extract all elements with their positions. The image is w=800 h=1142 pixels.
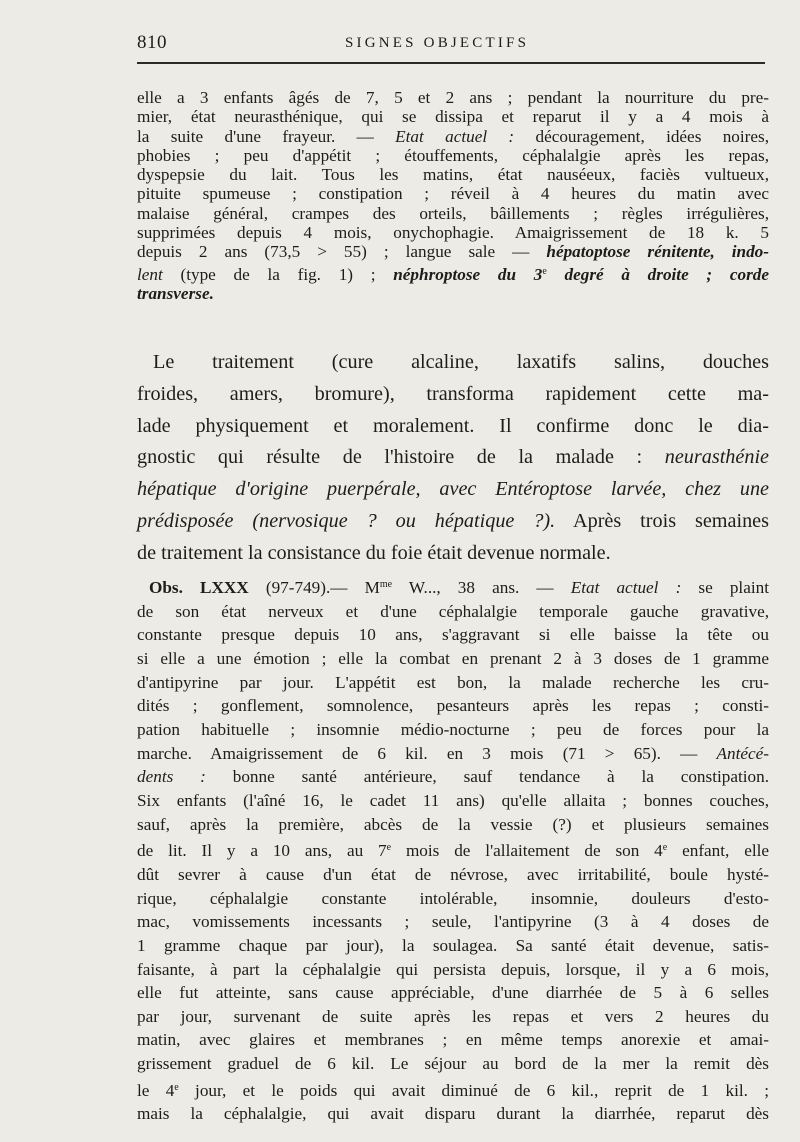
text-line: malaise général, crampes des orteils, bâillements ; règles irrégulières, xyxy=(137,203,769,223)
text-line: marche. Amaigrissement de 6 kil. en 3 mois (71 > 65). — Antécé- xyxy=(137,743,769,763)
text-line: rique, céphalalgie constante intolérable, insomnie, douleurs d'esto- xyxy=(137,888,769,908)
text-line: faisante, à part la céphalalgie qui persista depuis, lorsque, il y a 6 mois, xyxy=(137,959,769,979)
text-line: matin, avec glaires et membranes ; en même temps anorexie et amai- xyxy=(137,1030,769,1050)
text-line: mac, vomissements incessants ; seule, l'antipyrine (3 à 4 doses de xyxy=(137,912,769,932)
observation-heading-line: Obs. LXXX (97-749).— $M^{me}$ W..., 38 ans. — Etat actuel : se plaint xyxy=(149,578,769,597)
page-number: 810 xyxy=(137,32,167,53)
text-line: sauf, après la première, abcès de la vessie (?) et plusieurs semaines xyxy=(137,814,769,834)
text-line: 1 gramme chaque par jour), la soulagea. Sa santé était devenue, satis- xyxy=(137,935,769,955)
observation-paragraph xyxy=(137,573,769,1126)
text-line: prédisposée (nervosique ? ou hépatique ?). Après trois semaines xyxy=(137,509,769,532)
text-line: la suite d'une frayeur. — Etat actuel : découragement, idées noires, xyxy=(137,126,769,146)
text-line: elle fut atteinte, sans cause appréciable, d'une diarrhée de 5 à 6 selles xyxy=(137,983,769,1003)
text-line: lade physiquement et moralement. Il confirme donc le dia- xyxy=(137,414,769,437)
text-line: de lit. Il y a 10 ans, au 7e mois de l'allaitement de son 4e enfant, elle xyxy=(137,841,769,861)
text-line: si elle a une émotion ; elle la combat en prenant 2 à 3 doses de 1 gramme xyxy=(137,648,769,668)
text-line: Six enfants (l'aîné 16, le cadet 11 ans) qu'elle allaita ; bonnes couches, xyxy=(137,790,769,810)
text-line: constante presque depuis 10 ans, s'aggravant si elle baisse la tête ou xyxy=(137,625,769,645)
text-line: dités ; gonflement, somnolence, pesanteurs après les repas ; consti- xyxy=(137,696,769,716)
text-line: elle a 3 enfants âgés de 7, 5 et 2 ans ; pendant la nourriture du pre- xyxy=(137,88,769,107)
text-line: depuis 2 ans (73,5 > 55) ; langue sale — hépatoptose rénitente, indo- xyxy=(137,242,769,262)
text-line: pituite spumeuse ; constipation ; réveil à 4 heures du matin avec xyxy=(137,184,769,204)
text-line: de traitement la consistance du foie était devenue normale. xyxy=(137,541,611,564)
text-line: hépatique d'origine puerpérale, avec Entéroptose larvée, chez une xyxy=(137,478,769,501)
header-rule xyxy=(137,62,765,64)
text-line: de son état nerveux et d'une céphalalgie temporale gauche gravative, xyxy=(137,601,769,621)
text-line: lent (type de la fig. 1) ; néphroptose du 3e degré à droite ; corde xyxy=(137,264,770,284)
text-line: dût sevrer à cause d'un état de névrose, avec irritabilité, boule hysté- xyxy=(137,864,769,884)
text-line: d'antipyrine par jour. L'appétit est bon, la malade recherche les cru- xyxy=(137,672,769,692)
text-line: dents : bonne santé antérieure, sauf tendance à la constipation. xyxy=(137,767,770,787)
text-line: supprimées depuis 4 mois, onychophagie. Amaigrissement de 18 k. 5 xyxy=(137,223,769,243)
text-line: le 4e jour, et le poids qui avait diminué de 6 kil., reprit de 1 kil. ; xyxy=(137,1080,769,1100)
text-line: dyspepsie du lait. Tous les matins, état nauséeux, faciès vultueux, xyxy=(137,165,769,185)
text-line: grissement graduel de 6 kil. Le séjour au bord de la mer la remit dès xyxy=(137,1054,769,1074)
observation-title: Obs. LXXX xyxy=(149,578,249,597)
text-line: phobies ; peu d'appétit ; étouffements, céphalalgie après les repas, xyxy=(137,145,769,165)
text-line: mier, état neurasthénique, qui se dissipa et reparut il y a 4 mois à xyxy=(137,107,769,127)
text-line: par jour, survenant de suite après les repas et vers 2 heures du xyxy=(137,1006,769,1026)
running-head: SIGNES OBJECTIFS xyxy=(345,35,530,51)
page-header xyxy=(135,32,765,58)
text-line: gnostic qui résulte de l'histoire de la malade : neurasthénie xyxy=(137,446,770,469)
commentary-paragraph xyxy=(137,347,769,570)
text-line: transverse. xyxy=(137,283,214,303)
case-notes-paragraph xyxy=(137,88,769,303)
text-line: Le traitement (cure alcaline, laxatifs salins, douches xyxy=(153,351,769,373)
text-line: mais la céphalalgie, qui avait disparu durant la diarrhée, reparut dès xyxy=(137,1104,769,1124)
text-line: pation habituelle ; insomnie médio-nocturne ; peu de forces pour la xyxy=(137,719,769,739)
text-line: froides, amers, bromure), transforma rapidement cette ma- xyxy=(137,382,769,405)
